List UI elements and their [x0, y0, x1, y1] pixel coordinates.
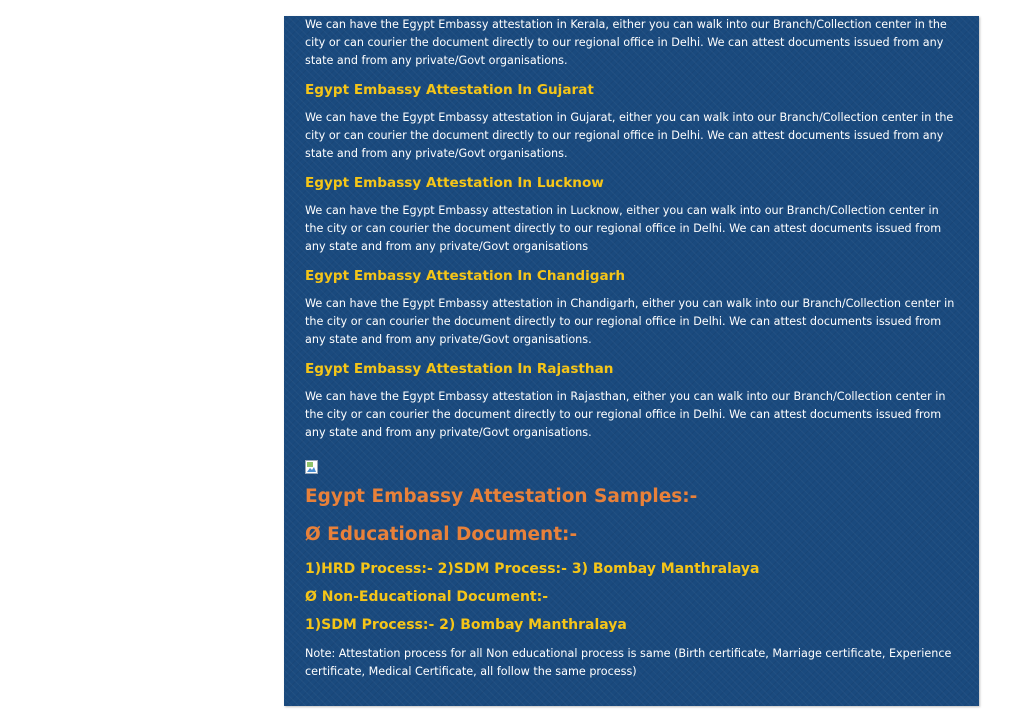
gujarat-paragraph: We can have the Egypt Embassy attestation in Gujarat, either you can walk into our Branch/Collection center in the city or can courier the document directly to our regional office in Delhi. We can attest documents issued from any state and from any private/Govt organisations. [305, 111, 954, 160]
non-educational-processes: 1)SDM Process:- 2) Bombay Manthralaya [305, 617, 627, 633]
lucknow-heading: Egypt Embassy Attestation In Lucknow [305, 175, 604, 191]
article-body [305, 16, 960, 442]
rajasthan-paragraph: We can have the Egypt Embassy attestation in Rajasthan, either you can walk into our Branch/Collection center in the city or can courier the document directly to our regional office in Delhi. We can attest documents issued from any state and from any private/Govt organisations. [305, 390, 946, 439]
content-panel [284, 16, 979, 706]
chandigarh-heading: Egypt Embassy Attestation In Chandigarh [305, 268, 626, 284]
chandigarh-paragraph: We can have the Egypt Embassy attestation in Chandigarh, either you can walk into our Branch/Collection center in the city or can courier the document directly to our regional office in Delhi. We can attest documents issued from any state and from any private/Govt organisations. [305, 297, 955, 346]
broken-image-icon [305, 460, 318, 474]
rajasthan-heading: Egypt Embassy Attestation In Rajasthan [305, 361, 614, 377]
lucknow-paragraph: We can have the Egypt Embassy attestation in Lucknow, either you can walk into our Branch/Collection center in the city or can courier the document directly to our regional office in Delhi. We can attest documents issued from any state and from any private/Govt organisations [305, 204, 942, 253]
samples-title: Egypt Embassy Attestation Samples:- [305, 486, 698, 507]
educational-processes: 1)HRD Process:- 2)SDM Process:- 3) Bombay Manthralaya [305, 561, 760, 577]
educational-document-heading: Ø Educational Document:- [305, 524, 578, 545]
kerala-paragraph: We can have the Egypt Embassy attestation in Kerala, either you can walk into our Branch/Collection center in the city or can courier the document directly to our regional office in Delhi. We can attest documents issued from any state and from any private/Govt organisations. [305, 18, 947, 67]
attestation-note: Note: Attestation process for all Non educational process is same (Birth certificate, Marriage certificate, Experience certificate, Medical Certificate, all follow the same process) [305, 647, 952, 678]
gujarat-heading: Egypt Embassy Attestation In Gujarat [305, 82, 594, 98]
non-educational-document-heading: Ø Non-Educational Document:- [305, 589, 549, 605]
